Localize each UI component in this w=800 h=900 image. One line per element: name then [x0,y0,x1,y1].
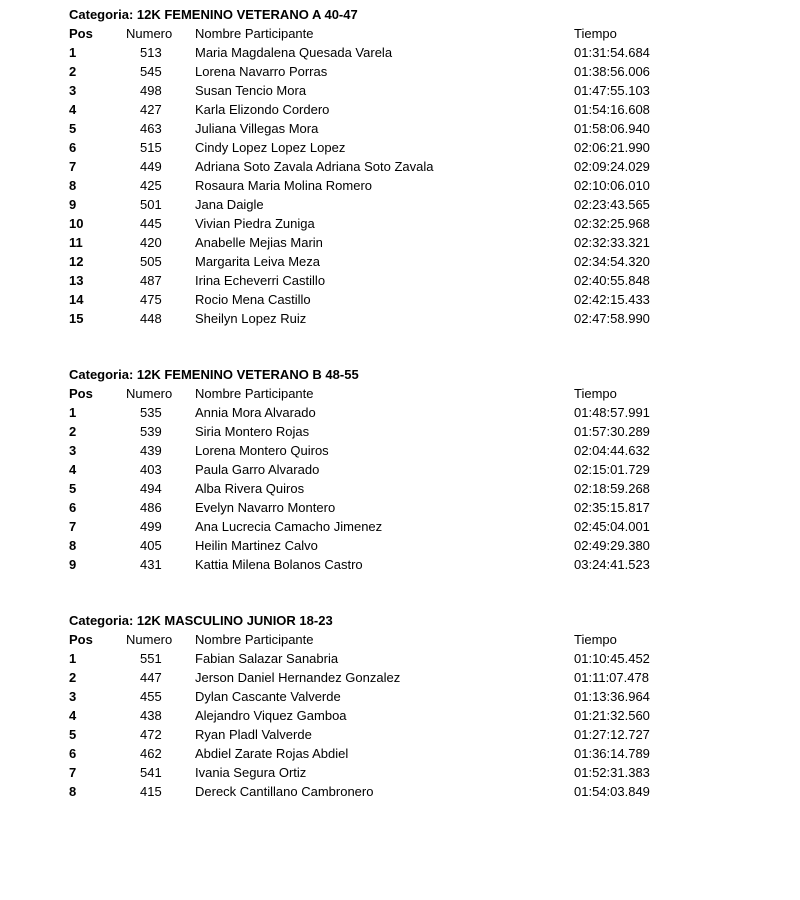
table-row [69,309,709,328]
table-row [69,706,709,725]
cell-nombre: Adriana Soto Zavala Adriana Soto Zavala [195,159,434,174]
cell-tiempo: 02:04:44.632 [574,443,650,458]
table-row [69,536,709,555]
table-row [69,498,709,517]
cell-pos: 14 [69,292,84,307]
cell-tiempo: 02:42:15.433 [574,292,650,307]
cell-pos: 4 [69,462,77,477]
table-row [69,119,709,138]
category-section [69,365,709,574]
cell-tiempo: 02:35:15.817 [574,500,650,515]
cell-numero: 498 [140,83,162,98]
table-row [69,138,709,157]
cell-tiempo: 01:52:31.383 [574,765,650,780]
cell-numero: 551 [140,651,162,666]
cell-numero: 499 [140,519,162,534]
cell-tiempo: 01:13:36.964 [574,689,650,704]
table-row [69,81,709,100]
cell-pos: 3 [69,83,77,98]
cell-pos: 7 [69,159,77,174]
cell-tiempo: 01:57:30.289 [574,424,650,439]
header-numero: Numero [126,26,173,41]
table-row [69,176,709,195]
cell-pos: 1 [69,45,77,60]
cell-numero: 403 [140,462,162,477]
cell-pos: 8 [69,178,77,193]
cell-pos: 1 [69,651,77,666]
cell-tiempo: 01:11:07.478 [574,670,649,685]
cell-nombre: Sheilyn Lopez Ruiz [195,311,307,326]
cell-tiempo: 01:27:12.727 [574,727,650,742]
cell-pos: 12 [69,254,84,269]
table-row [69,403,709,422]
cell-nombre: Juliana Villegas Mora [195,121,319,136]
table-row [69,271,709,290]
cell-nombre: Maria Magdalena Quesada Varela [195,45,393,60]
cell-tiempo: 02:47:58.990 [574,311,650,326]
cell-nombre: Paula Garro Alvarado [195,462,320,477]
cell-pos: 15 [69,311,84,326]
table-row [69,555,709,574]
cell-pos: 7 [69,519,77,534]
category-title: Categoria: 12K FEMENINO VETERANO B 48-55 [69,367,359,382]
cell-pos: 4 [69,102,77,117]
cell-tiempo: 01:10:45.452 [574,651,650,666]
table-row [69,214,709,233]
cell-numero: 425 [140,178,162,193]
cell-nombre: Lorena Montero Quiros [195,443,329,458]
cell-numero: 515 [140,140,162,155]
cell-numero: 475 [140,292,162,307]
table-row [69,479,709,498]
cell-numero: 427 [140,102,162,117]
table-row [69,233,709,252]
cell-tiempo: 01:36:14.789 [574,746,650,761]
cell-numero: 545 [140,64,162,79]
table-row [69,763,709,782]
cell-numero: 513 [140,45,162,60]
table-row [69,517,709,536]
cell-tiempo: 02:15:01.729 [574,462,650,477]
header-tiempo: Tiempo [574,26,617,41]
table-row [69,725,709,744]
table-row [69,744,709,763]
cell-pos: 2 [69,670,77,685]
cell-numero: 486 [140,500,162,515]
cell-nombre: Anabelle Mejias Marin [195,235,323,250]
cell-nombre: Jana Daigle [195,197,264,212]
cell-nombre: Lorena Navarro Porras [195,64,328,79]
cell-pos: 10 [69,216,84,231]
cell-nombre: Ryan Pladl Valverde [195,727,312,742]
cell-tiempo: 01:38:56.006 [574,64,650,79]
cell-tiempo: 03:24:41.523 [574,557,650,572]
cell-numero: 535 [140,405,162,420]
cell-pos: 5 [69,727,77,742]
cell-nombre: Irina Echeverri Castillo [195,273,326,288]
cell-nombre: Alba Rivera Quiros [195,481,305,496]
cell-nombre: Vivian Piedra Zuniga [195,216,315,231]
table-row [69,782,709,801]
header-nombre: Nombre Participante [195,26,314,41]
cell-tiempo: 02:49:29.380 [574,538,650,553]
cell-numero: 448 [140,311,162,326]
cell-pos: 6 [69,746,77,761]
cell-tiempo: 02:34:54.320 [574,254,650,269]
cell-tiempo: 01:58:06.940 [574,121,650,136]
cell-pos: 3 [69,443,77,458]
table-header [69,24,709,43]
cell-nombre: Margarita Leiva Meza [195,254,320,269]
cell-pos: 8 [69,784,77,799]
cell-numero: 463 [140,121,162,136]
cell-pos: 2 [69,424,77,439]
cell-numero: 438 [140,708,162,723]
cell-pos: 4 [69,708,77,723]
cell-nombre: Siria Montero Rojas [195,424,310,439]
cell-tiempo: 02:06:21.990 [574,140,650,155]
cell-pos: 11 [69,235,83,250]
header-numero: Numero [126,386,173,401]
cell-nombre: Rocio Mena Castillo [195,292,311,307]
cell-tiempo: 02:18:59.268 [574,481,650,496]
cell-numero: 541 [140,765,162,780]
cell-numero: 501 [140,197,162,212]
cell-nombre: Evelyn Navarro Montero [195,500,336,515]
cell-nombre: Dereck Cantillano Cambronero [195,784,374,799]
header-pos: Pos [69,26,93,41]
cell-pos: 5 [69,481,77,496]
category-title: Categoria: 12K FEMENINO VETERANO A 40-47 [69,7,358,22]
header-tiempo: Tiempo [574,386,617,401]
table-row [69,100,709,119]
cell-tiempo: 02:40:55.848 [574,273,650,288]
cell-numero: 420 [140,235,162,250]
category-title: Categoria: 12K MASCULINO JUNIOR 18-23 [69,613,333,628]
cell-pos: 9 [69,197,77,212]
table-row [69,195,709,214]
cell-pos: 6 [69,140,77,155]
cell-numero: 447 [140,670,162,685]
cell-nombre: Ivania Segura Ortiz [195,765,307,780]
category-section [69,611,709,801]
cell-nombre: Susan Tencio Mora [195,83,307,98]
cell-numero: 539 [140,424,162,439]
table-row [69,62,709,81]
header-pos: Pos [69,386,93,401]
cell-nombre: Rosaura Maria Molina Romero [195,178,373,193]
cell-tiempo: 01:21:32.560 [574,708,650,723]
cell-pos: 9 [69,557,77,572]
cell-numero: 431 [140,557,162,572]
table-row [69,687,709,706]
cell-nombre: Dylan Cascante Valverde [195,689,341,704]
cell-numero: 472 [140,727,162,742]
table-row [69,43,709,62]
table-row [69,157,709,176]
cell-tiempo: 02:32:33.321 [574,235,650,250]
header-nombre: Nombre Participante [195,386,314,401]
cell-numero: 405 [140,538,162,553]
header-nombre: Nombre Participante [195,632,314,647]
cell-nombre: Abdiel Zarate Rojas Abdiel [195,746,349,761]
cell-pos: 8 [69,538,77,553]
cell-numero: 487 [140,273,162,288]
table-row [69,441,709,460]
cell-pos: 1 [69,405,77,420]
cell-numero: 462 [140,746,162,761]
table-header [69,630,709,649]
header-pos: Pos [69,632,93,647]
cell-numero: 445 [140,216,162,231]
cell-nombre: Ana Lucrecia Camacho Jimenez [195,519,383,534]
cell-tiempo: 02:10:06.010 [574,178,650,193]
table-row [69,252,709,271]
cell-nombre: Fabian Salazar Sanabria [195,651,339,666]
table-row [69,460,709,479]
cell-nombre: Annia Mora Alvarado [195,405,316,420]
cell-tiempo: 01:48:57.991 [574,405,650,420]
cell-tiempo: 01:54:16.608 [574,102,650,117]
table-header [69,384,709,403]
cell-tiempo: 02:09:24.029 [574,159,650,174]
cell-numero: 505 [140,254,162,269]
cell-tiempo: 01:54:03.849 [574,784,650,799]
cell-nombre: Jerson Daniel Hernandez Gonzalez [195,670,401,685]
cell-numero: 415 [140,784,162,799]
cell-numero: 455 [140,689,162,704]
cell-pos: 7 [69,765,77,780]
cell-numero: 494 [140,481,162,496]
cell-tiempo: 02:45:04.001 [574,519,650,534]
table-row [69,649,709,668]
cell-nombre: Alejandro Viquez Gamboa [195,708,347,723]
cell-nombre: Kattia Milena Bolanos Castro [195,557,363,572]
cell-nombre: Heilin Martinez Calvo [195,538,318,553]
cell-tiempo: 02:32:25.968 [574,216,650,231]
cell-pos: 2 [69,64,77,79]
header-tiempo: Tiempo [574,632,617,647]
cell-pos: 13 [69,273,84,288]
cell-tiempo: 01:31:54.684 [574,45,650,60]
table-row [69,422,709,441]
category-section [69,5,709,328]
header-numero: Numero [126,632,173,647]
cell-pos: 5 [69,121,77,136]
cell-nombre: Karla Elizondo Cordero [195,102,330,117]
cell-numero: 449 [140,159,162,174]
cell-numero: 439 [140,443,162,458]
cell-nombre: Cindy Lopez Lopez Lopez [195,140,346,155]
cell-tiempo: 01:47:55.103 [574,83,650,98]
cell-pos: 6 [69,500,77,515]
cell-tiempo: 02:23:43.565 [574,197,650,212]
table-row [69,668,709,687]
cell-pos: 3 [69,689,77,704]
table-row [69,290,709,309]
